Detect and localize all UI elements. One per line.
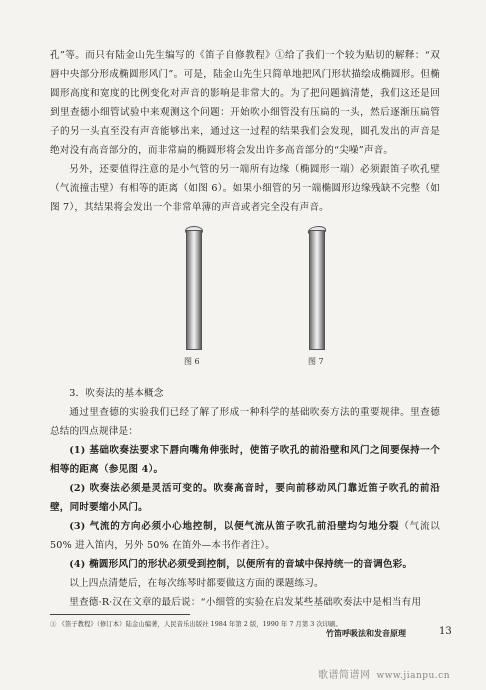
footnote: ① 《笛子教程》（修订本）陆金山编著，人民音乐出版社 1984 年第 2 版，1990 年 7 月第 3 次印刷。 xyxy=(50,620,342,628)
footnote-rule xyxy=(50,614,190,615)
figure-6-caption: 图 6 xyxy=(184,357,200,366)
figure-7-caption: 图 7 xyxy=(308,357,324,366)
watermark-url: www.jianpu.cn xyxy=(376,671,450,681)
running-head: 竹笛呼吸法和发音原理 xyxy=(326,628,406,638)
watermark xyxy=(318,666,450,681)
watermark-site-name: 歌谱简谱网 xyxy=(318,670,371,681)
paragraph-5: 里查德·R·汉在文章的最后说：“小细管的实验在启发某些基础吹奏法中是相当有用 xyxy=(69,597,422,608)
tube-shape xyxy=(186,230,202,350)
paragraph-2: 另外，还要值得注意的是小气管的另一端所有边缘（椭圆形一端）必须跟笛子吹孔壁（气流撞击壁）有相等的距离（如图 6）。如果小细管的另一端椭圆形边缘残缺不完整（如图 7），其结果将会发出一个非常单薄的声音或者完全没有声音。 xyxy=(50,164,440,213)
section-title: 3．吹奏法的基本概念 xyxy=(69,388,164,399)
paragraph-1: 孔”等。而只有陆金山先生编写的《笛子自修教程》①给了我们一个较为贴切的解释：“双唇中央部分形成椭圆形风门”。可是，陆金山先生只简单地把风门形状描绘成椭圆形。但椭圆形高度和宽度的比例变化对声音的影响是非常大的。为了把问题搞清楚，我们这还是回到里查德小细管试验中来观测这个问题：开始吹小细管没有压扁的一头，然后逐渐压扁管子的另一头直至没有声音能够出来，通过这一过程的结果我们会发现，圆孔发出的声音是绝对没有高音部分的，而非常扁的椭圆形将会发出许多高音部分的“尖噪”声音。 xyxy=(50,50,440,156)
rule-2: (2) 吹奏法必须是灵活可变的。吹奏高音时，要向前移动风门靠近笛子吹孔的前沿壁，同时要缩小风门。 xyxy=(50,483,440,513)
rule-3-bold: (3) 气流的方向必须小心地控制，以便气流从笛子吹孔前沿壁均匀地分裂 xyxy=(69,521,400,532)
rule-3 xyxy=(50,517,440,555)
body-text-bottom xyxy=(50,384,440,612)
paragraph-4: 以上四点清楚后，在每次练琴时都要做这方面的课题练习。 xyxy=(69,578,324,589)
page-number: 13 xyxy=(439,626,452,637)
body-text-top xyxy=(50,46,440,217)
rule-1: (1) 基础吹奏法要求下唇向嘴角伸张时，使笛子吹孔的前沿壁和风门之间要保持一个相等的距离（参见图 4）。 xyxy=(50,445,440,475)
figures-area xyxy=(0,222,486,372)
paragraph-3: 通过里查德的实验我们已经了解了形成一种科学的基础吹奏方法的重要规律。里查德总结的四点规律是： xyxy=(50,407,440,437)
rule-3-note: （气流以 50% 进入笛内，另外 50% 在笛外—本书作者注）。 xyxy=(50,521,440,551)
rule-4: (4) 椭圆形风门的形状必须受到控制，以便所有的音域中保持统一的音调色彩。 xyxy=(69,559,413,570)
tube-shape xyxy=(309,230,325,350)
